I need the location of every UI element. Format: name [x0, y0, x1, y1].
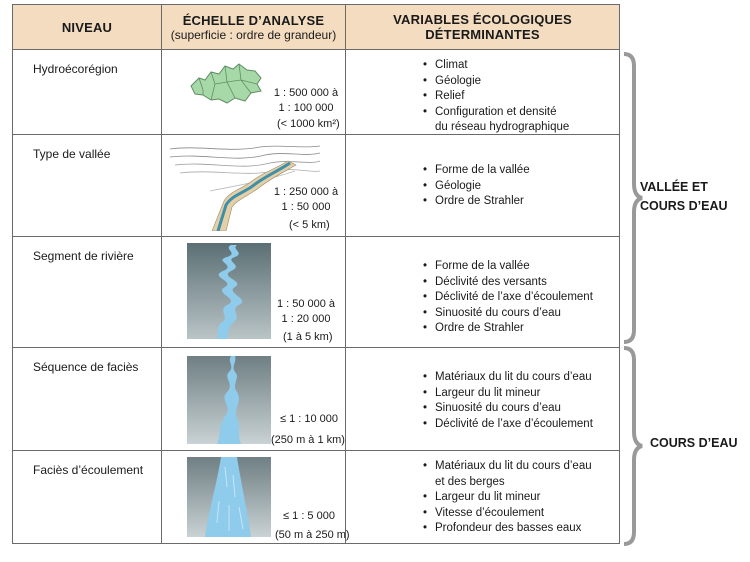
variable-item: • Climat	[423, 58, 569, 74]
header-variables	[346, 5, 619, 49]
river-segment-thumbnail	[187, 243, 271, 339]
variable-item: • Ordre de Strahler	[423, 194, 530, 210]
variables-list	[423, 459, 592, 537]
scale-range	[277, 509, 341, 524]
scale-range	[269, 86, 343, 116]
scale-line1: 1 : 250 000 à	[273, 186, 339, 198]
variables-list	[423, 163, 530, 210]
row-facies-d-ecoulement	[13, 451, 619, 543]
area-note: (< 1000 km²)	[277, 118, 340, 130]
scale-range	[269, 297, 343, 327]
variable-item: • Largeur du lit mineur	[423, 490, 592, 506]
header-echelle	[162, 5, 345, 49]
row-hydroecoregion	[13, 50, 619, 135]
variable-item: • Déclivité de l’axe d’écoulement	[423, 290, 593, 306]
scale-range	[277, 412, 341, 427]
scale-line1: 1 : 50 000 à	[276, 298, 336, 310]
row-type-de-vallee	[13, 135, 619, 237]
variable-item: • Matériaux du lit du cours d’eau et des berges	[423, 459, 592, 490]
variable-item: • Configuration et densité du réseau hydrographique	[423, 105, 569, 136]
variable-item: • Largeur du lit mineur	[423, 386, 593, 402]
variable-item: • Sinuosité du cours d’eau	[423, 401, 593, 417]
header-niveau	[13, 5, 161, 49]
header-echelle-subtitle: (superficie : ordre de grandeur)	[170, 27, 337, 42]
variable-item: • Déclivité de l’axe d’écoulement	[423, 417, 593, 433]
region-map-thumbnail	[185, 60, 265, 106]
scale-line2: 1 : 100 000	[278, 102, 334, 114]
variable-item: • Géologie	[423, 74, 569, 90]
scale-line1: 1 : 500 000 à	[273, 87, 339, 99]
scale-line2: 1 : 50 000	[281, 201, 331, 213]
level-label: Hydroécorégion	[33, 62, 118, 76]
variable-item: • Profondeur des basses eaux	[423, 521, 592, 537]
scale-line1: ≤ 1 : 10 000	[279, 413, 339, 425]
level-label: Faciès d’écoulement	[33, 463, 144, 477]
table-header	[13, 5, 619, 50]
variable-item: • Sinuosité du cours d’eau	[423, 306, 593, 322]
group-brace-watercourse	[620, 346, 644, 546]
scale-line2: 1 : 20 000	[281, 313, 331, 325]
row-segment-de-riviere	[13, 237, 619, 348]
area-note: (250 m à 1 km)	[271, 434, 345, 446]
facies-sequence-thumbnail	[187, 356, 271, 444]
area-note: (< 5 km)	[289, 219, 330, 231]
variable-item: • Forme de la vallée	[423, 259, 593, 275]
variable-item: • Relief	[423, 89, 569, 105]
header-niveau-label: NIVEAU	[61, 19, 113, 35]
row-sequence-de-facies	[13, 348, 619, 451]
group-label-line1: VALLÉE ET	[640, 180, 708, 194]
header-variables-line2: DÉTERMINANTES	[425, 27, 540, 42]
group-label-valley	[640, 178, 728, 216]
scale-range	[269, 185, 343, 215]
variables-list	[423, 58, 569, 136]
variable-item: • Forme de la vallée	[423, 163, 530, 179]
group-label-line2: COURS D’EAU	[640, 199, 728, 213]
level-label: Séquence de faciès	[33, 360, 139, 374]
variable-item: • Vitesse d’écoulement	[423, 506, 592, 522]
variable-item: • Ordre de Strahler	[423, 321, 593, 337]
header-variables-line1: VARIABLES ÉCOLOGIQUES	[393, 12, 572, 27]
variable-item: • Matériaux du lit du cours d’eau	[423, 370, 593, 386]
scale-line1: ≤ 1 : 5 000	[283, 510, 335, 522]
scales-table	[12, 4, 620, 544]
level-label: Segment de rivière	[33, 249, 134, 263]
variable-item: • Déclivité des versants	[423, 275, 593, 291]
variables-list	[423, 259, 593, 337]
variable-item: • Géologie	[423, 179, 530, 195]
area-note: (50 m à 250 m)	[275, 529, 350, 541]
header-echelle-title: ÉCHELLE D’ANALYSE	[182, 12, 325, 28]
group-label-watercourse: COURS D’EAU	[650, 436, 738, 450]
variables-list	[423, 370, 593, 432]
area-note: (1 à 5 km)	[283, 331, 333, 343]
level-label: Type de vallée	[33, 147, 111, 161]
flow-facies-thumbnail	[187, 457, 271, 537]
